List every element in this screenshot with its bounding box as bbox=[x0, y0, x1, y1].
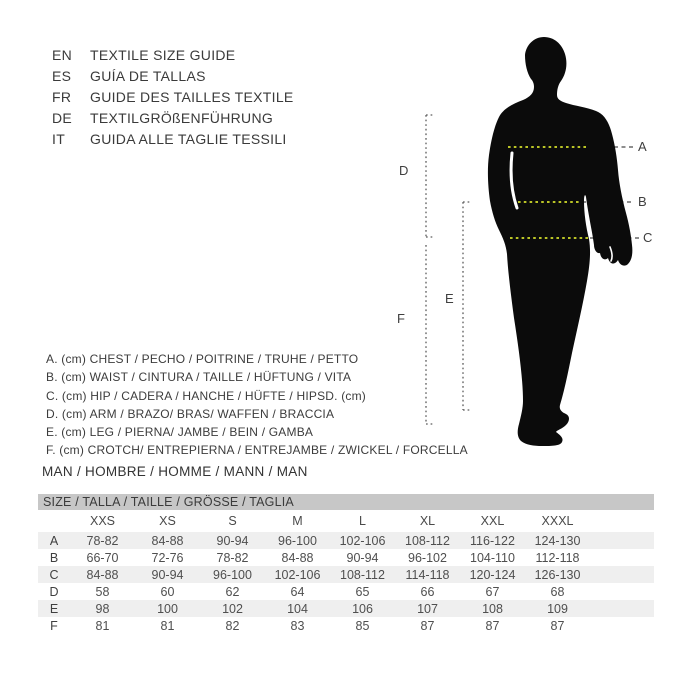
size-value: 108 bbox=[482, 601, 503, 616]
row-label: A bbox=[49, 533, 59, 548]
size-value: 64 bbox=[290, 584, 305, 599]
size-value: 68 bbox=[550, 584, 565, 599]
size-column-header: M bbox=[292, 514, 303, 528]
size-value: 81 bbox=[160, 618, 175, 633]
size-column-header: XXXL bbox=[541, 514, 574, 528]
size-value: 65 bbox=[355, 584, 370, 599]
row-label: D bbox=[49, 584, 59, 599]
size-value: 90-94 bbox=[216, 533, 249, 548]
size-value: 96-100 bbox=[278, 533, 317, 548]
size-value: 60 bbox=[160, 584, 175, 599]
language-row bbox=[52, 65, 294, 86]
row-label: E bbox=[49, 601, 59, 616]
size-value: 78-82 bbox=[216, 550, 249, 565]
filler-cell bbox=[590, 532, 654, 549]
legend-item: E. (cm) LEG / PIERNA/ JAMBE / BEIN / GAMBA bbox=[46, 425, 314, 440]
language-row bbox=[52, 107, 294, 128]
size-value: 98 bbox=[95, 601, 110, 616]
measurement-legend bbox=[46, 350, 468, 460]
size-value: 109 bbox=[547, 601, 568, 616]
filler-cell bbox=[590, 549, 654, 566]
size-value: 84-88 bbox=[281, 550, 314, 565]
legend-item: B. (cm) WAIST / CINTURA / TAILLE / HÜFTUNG / VITA bbox=[46, 370, 352, 385]
language-code: DE bbox=[52, 109, 73, 126]
size-column-header: S bbox=[228, 514, 237, 528]
filler-cell bbox=[590, 617, 654, 634]
size-value: 102-106 bbox=[274, 567, 321, 582]
legend-item: D. (cm) ARM / BRAZO/ BRAS/ WAFFEN / BRACCIA bbox=[46, 406, 335, 421]
row-label: F bbox=[50, 618, 58, 633]
language-code: FR bbox=[52, 88, 72, 105]
size-value: 90-94 bbox=[346, 550, 379, 565]
filler-cell bbox=[590, 510, 654, 532]
language-title: GUIDA ALLE TAGLIE TESSILI bbox=[90, 130, 287, 147]
size-value: 104-110 bbox=[470, 550, 515, 565]
size-value: 85 bbox=[355, 618, 370, 633]
language-row bbox=[52, 86, 294, 107]
size-value: 90-94 bbox=[151, 567, 184, 582]
language-code: IT bbox=[52, 130, 66, 147]
arm-measure-line bbox=[426, 115, 433, 237]
size-value: 112-118 bbox=[535, 550, 580, 565]
table-row bbox=[38, 600, 654, 617]
size-value: 58 bbox=[95, 584, 110, 599]
language-list bbox=[52, 44, 294, 149]
size-value: 87 bbox=[550, 618, 565, 633]
language-row bbox=[52, 128, 294, 149]
size-value: 96-102 bbox=[408, 550, 447, 565]
measure-label-hip: C bbox=[643, 230, 653, 245]
size-value: 100 bbox=[157, 601, 178, 616]
size-value: 67 bbox=[485, 584, 500, 599]
language-title: TEXTILGRÖßENFÜHRUNG bbox=[90, 109, 274, 126]
size-value: 124-130 bbox=[534, 533, 581, 548]
size-value: 66-70 bbox=[86, 550, 119, 565]
size-column-header: XL bbox=[419, 514, 436, 528]
legend-item: C. (cm) HIP / CADERA / HANCHE / HÜFTE / HIPSD. (cm) bbox=[46, 388, 366, 403]
language-title: GUIDE DES TAILLES TEXTILE bbox=[90, 88, 294, 105]
size-value: 114-118 bbox=[405, 567, 450, 582]
legend-item: F. (cm) CROTCH/ ENTREPIERNA / ENTREJAMBE / ZWICKEL / FORCELLA bbox=[46, 443, 468, 458]
filler-cell bbox=[590, 566, 654, 583]
measure-label-chest: A bbox=[638, 139, 647, 154]
table-row bbox=[38, 549, 654, 566]
filler-cell bbox=[590, 600, 654, 617]
category-title: MAN / HOMBRE / HOMME / MANN / MAN bbox=[42, 464, 308, 479]
language-title: GUÍA DE TALLAS bbox=[90, 67, 206, 84]
size-value: 104 bbox=[287, 601, 308, 616]
size-value: 116-122 bbox=[470, 533, 515, 548]
size-value: 84-88 bbox=[86, 567, 119, 582]
size-table bbox=[38, 510, 654, 634]
measure-label-crotch: F bbox=[397, 311, 405, 326]
measure-label-waist: B bbox=[638, 194, 647, 209]
size-value: 81 bbox=[95, 618, 110, 633]
table-row bbox=[38, 532, 654, 549]
man-silhouette bbox=[488, 37, 632, 446]
size-column-header: XXS bbox=[89, 514, 115, 528]
size-value: 96-100 bbox=[213, 567, 252, 582]
size-value: 120-124 bbox=[469, 567, 516, 582]
size-value: 108-112 bbox=[405, 533, 450, 548]
size-column-header: XXL bbox=[480, 514, 505, 528]
language-title: TEXTILE SIZE GUIDE bbox=[90, 46, 236, 63]
size-value: 82 bbox=[225, 618, 240, 633]
table-row bbox=[38, 566, 654, 583]
filler-cell bbox=[590, 583, 654, 600]
size-value: 107 bbox=[417, 601, 438, 616]
corner-cell bbox=[38, 510, 70, 532]
size-value: 87 bbox=[420, 618, 435, 633]
size-header-row bbox=[38, 510, 654, 532]
language-code: ES bbox=[52, 67, 72, 84]
size-value: 62 bbox=[225, 584, 240, 599]
measure-label-leg: E bbox=[445, 291, 454, 306]
size-value: 66 bbox=[420, 584, 435, 599]
row-label: C bbox=[49, 567, 59, 582]
measure-label-arm: D bbox=[399, 163, 409, 178]
size-value: 102-106 bbox=[339, 533, 386, 548]
size-value: 87 bbox=[485, 618, 500, 633]
size-value: 72-76 bbox=[151, 550, 184, 565]
table-title-bar: SIZE / TALLA / TAILLE / GRÖSSE / TAGLIA bbox=[38, 494, 654, 510]
size-value: 126-130 bbox=[534, 567, 581, 582]
size-value: 106 bbox=[352, 601, 373, 616]
language-row bbox=[52, 44, 294, 65]
size-value: 83 bbox=[290, 618, 305, 633]
size-value: 78-82 bbox=[86, 533, 119, 548]
size-table-section bbox=[38, 494, 654, 634]
size-value: 102 bbox=[222, 601, 243, 616]
row-label: B bbox=[49, 550, 59, 565]
table-row bbox=[38, 583, 654, 600]
legend-item: A. (cm) CHEST / PECHO / POITRINE / TRUHE / PETTO bbox=[46, 352, 359, 366]
language-code: EN bbox=[52, 46, 73, 63]
size-column-header: L bbox=[359, 514, 366, 528]
size-value: 108-112 bbox=[340, 567, 385, 582]
size-value: 84-88 bbox=[151, 533, 184, 548]
table-row bbox=[38, 617, 654, 634]
size-column-header: XS bbox=[159, 514, 176, 528]
